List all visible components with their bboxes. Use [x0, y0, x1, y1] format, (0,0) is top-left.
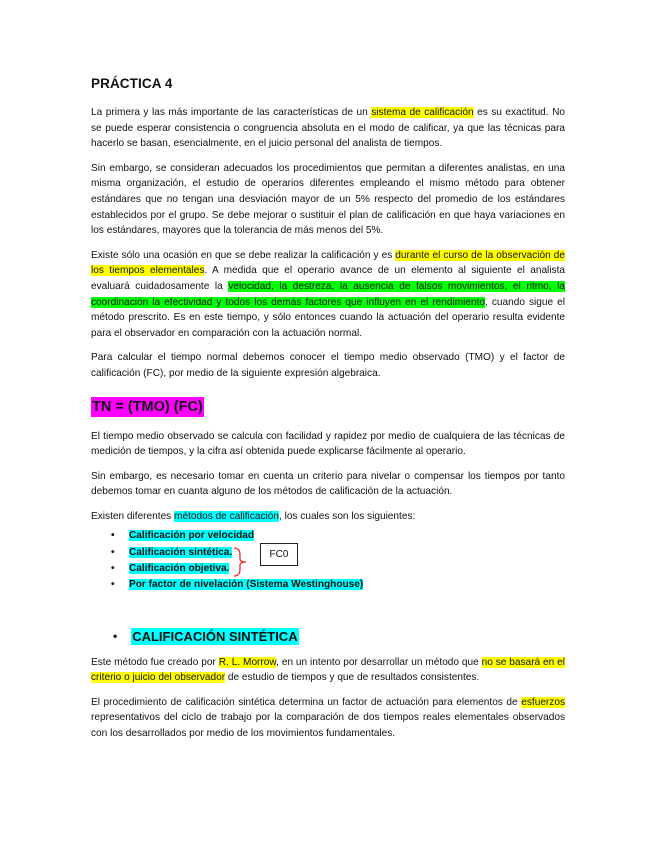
bullet-icon: • [113, 629, 118, 644]
list-item [91, 561, 565, 577]
highlight-sistema-calificacion: sistema de calificación [371, 107, 474, 118]
paragraph-6: Sin embargo, es necesario tomar en cuenta un criterio para nivelar o compensar los tiempos por tanto debemos tomar en cuanta alguno de los métodos de calificación de la actuación. [91, 470, 565, 498]
method-label: Calificación objetiva. [129, 563, 230, 575]
text: , cuando sigue el método prescrito. Es en este tiempo, y sólo entonces cuando la actuación del operario resulta evidente para el observador en comparación con la actuación normal. [91, 296, 565, 339]
highlight-durante-curso: durante el curso de la observación de los tiempos elementales [91, 249, 565, 277]
section-heading-text: CALIFICACIÓN SINTÉTICA [132, 628, 298, 644]
list-item [91, 577, 565, 593]
list-item [91, 545, 565, 561]
paragraph-7 [91, 509, 565, 525]
document-page [91, 76, 565, 751]
text: representativos del ciclo de trabajo por la comparación de dos tiempos reales elementales observados con los desarrollados por medio de los movimientos fundamentales. [91, 712, 565, 740]
fc0-box: FC0 [260, 543, 298, 566]
paragraph-2: Sin embargo, se consideran adecuados los procedimientos que permitan a diferentes analistas, en una misma organización, el estudio de operarios diferentes empleando el mismo método para obtener estándares que no tengan una desviación mayor de un 5% respecto del promedio de los estándares establecidos por el grupo. Se debe mejorar o sustituir el plan de calificación en que haya variaciones en los estándares, mayores que la tolerancia de más menos del 5%. [91, 162, 565, 237]
bullet-icon: • [111, 546, 115, 558]
paragraph-5: El tiempo medio observado se calcula con facilidad y rapidez por medio de cualquiera de las técnicas de medición de tiempos, y la cifra así obtenida puede explicarse fácilmente al operario. [91, 430, 565, 458]
method-label: Calificación sintética. [129, 546, 233, 558]
paragraph-4: Para calcular el tiempo normal debemos conocer el tiempo medio observado (TMO) y el factor de calificación (FC), por medio de la siguiente expresión algebraica. [91, 352, 565, 379]
highlight-factores: velocidad, la destreza, la ausencia de falsos movimientos, el ritmo, la coordinación la efectividad y todos los demás factores que influyen en el rendimiento [91, 280, 565, 308]
bullet-icon: • [111, 579, 115, 591]
paragraph-8 [91, 655, 565, 686]
method-label: Por factor de nivelación (Sistema Westinghouse) [129, 579, 364, 591]
bullet-icon: • [111, 563, 115, 575]
bullet-icon: • [111, 530, 115, 542]
text: Existen diferentes [91, 510, 175, 522]
text: , los cuales son los siguientes: [278, 510, 416, 522]
highlight-morrow: R. L. Morrow [218, 656, 277, 668]
method-label: Calificación por velocidad [129, 530, 255, 542]
text: es su exactitud. No se puede esperar consistencia o congruencia absoluta en el modo de calificar, ya que las técnicas para hacerlo se basan, esencialmente, en el juicio personal del analista de tiempos. [91, 107, 565, 150]
section-heading [113, 628, 565, 645]
text: . A medida que el operario avance de un elemento al siguiente el analista evaluará cuidadosamente la [91, 265, 566, 292]
paragraph-3 [91, 248, 565, 342]
formula: TN = (TMO) (FC) [92, 398, 203, 415]
text: de estudio de tiempos y que de resultados consistentes. [225, 672, 480, 684]
paragraph-1 [91, 105, 565, 152]
text: La primera y las más importante de las características de un [91, 107, 372, 118]
methods-list [91, 528, 565, 593]
highlight-no-se-basara: no se basará en el criterio o juicio del observador [91, 656, 566, 684]
brace-icon [232, 547, 248, 577]
page-title: PRÁCTICA 4 [91, 76, 173, 91]
text: Este método fue creado por [91, 656, 219, 668]
paragraph-9 [91, 695, 565, 742]
list-item [91, 528, 565, 544]
text: Existe sólo una ocasión en que se debe realizar la calificación y es [91, 249, 396, 261]
highlight-esfuerzos: esfuerzos [521, 696, 565, 708]
highlight-metodos: métodos de calificación [174, 510, 279, 522]
text: El procedimiento de calificación sintética determina un factor de actuación para elementos de [91, 696, 522, 708]
text: , en un intento por desarrollar un método que [276, 656, 482, 668]
